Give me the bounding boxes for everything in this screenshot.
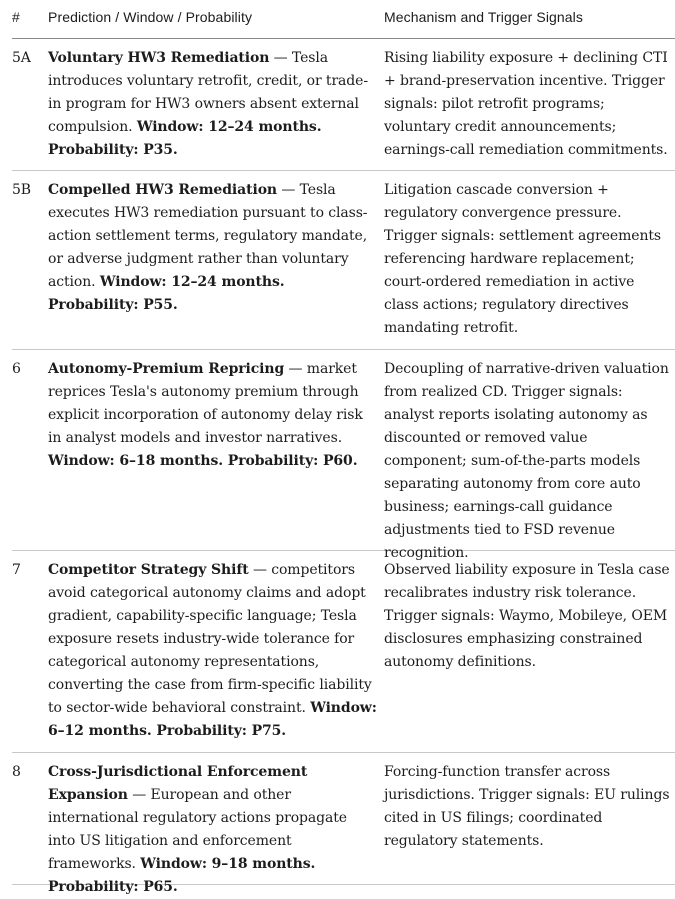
prediction-cell <box>48 179 378 317</box>
prediction-title: Compelled HW3 Remediation <box>48 182 278 198</box>
mechanism-cell: Observed liability exposure in Tesla case recalibrates industry risk tolerance. Trigger signals: Waymo, Mobileye, OEM disclosures emphasizing constrained autonomy definitions. <box>384 562 670 670</box>
prediction-description: — competitors avoid categorical autonomy claims and adopt gradient, capability-specific language; Tesla exposure resets industry-wide tolerance for categorical autonomy representations, converting the case from firm-specific liability to sector-wide behavioral constraint. <box>48 562 372 716</box>
prediction-title: Cross-Jurisdictional Enforcement Expansion <box>48 764 308 803</box>
row-number: 7 <box>12 562 21 578</box>
row-number: 5A <box>12 50 31 66</box>
table-row <box>12 753 675 895</box>
row-number: 5B <box>12 182 31 198</box>
header-number: # <box>12 9 20 25</box>
prediction-cell <box>48 761 378 899</box>
prediction-cell <box>48 358 378 473</box>
mechanism-cell: Litigation cascade conversion + regulatory convergence pressure. Trigger signals: settlement agreements referencing hardware replacement; court-ordered remediation in active class actions; regulatory directives mandating retrofit. <box>384 182 661 336</box>
prediction-window-probability: Window: 12–24 months. Probability: P35. <box>48 119 322 158</box>
prediction-title: Voluntary HW3 Remediation <box>48 50 270 66</box>
prediction-table <box>12 0 675 895</box>
prediction-description: — Tesla executes HW3 remediation pursuant to class-action settlement terms, regulatory mandate, or adverse judgment rather than voluntary action. <box>48 182 368 290</box>
mechanism-cell: Forcing-function transfer across jurisdictions. Trigger signals: EU rulings cited in US filings; coordinated regulatory statements. <box>384 764 670 849</box>
row-number: 8 <box>12 764 21 780</box>
prediction-title: Competitor Strategy Shift <box>48 562 249 578</box>
prediction-cell <box>48 47 378 162</box>
prediction-description: — market reprices Tesla's autonomy premium through explicit incorporation of autonomy delay risk in analyst models and investor narratives. <box>48 361 363 446</box>
header-mechanism: Mechanism and Trigger Signals <box>384 9 583 25</box>
prediction-cell <box>48 559 378 743</box>
prediction-window-probability: Window: 6–12 months. Probability: P75. <box>48 700 377 739</box>
prediction-description: — Tesla introduces voluntary retrofit, credit, or trade-in program for HW3 owners absent external compulsion. <box>48 50 368 135</box>
table-row <box>12 171 675 350</box>
mechanism-cell: Decoupling of narrative-driven valuation from realized CD. Trigger signals: analyst reports isolating autonomy as discounted or removed value component; sum-of-the-parts models separating autonomy from core auto business; earnings-call guidance adjustments tied to FSD revenue recognition. <box>384 361 669 561</box>
prediction-window-probability: Window: 6–18 months. Probability: P60. <box>48 453 358 469</box>
prediction-title: Autonomy-Premium Repricing <box>48 361 285 377</box>
table-row <box>12 39 675 171</box>
table-header <box>12 0 675 39</box>
table-row <box>12 551 675 753</box>
header-prediction: Prediction / Window / Probability <box>48 9 253 25</box>
prediction-window-probability: Window: 12–24 months. Probability: P55. <box>48 274 285 313</box>
prediction-description: — European and other international regulatory actions propagate into US litigation and enforcement frameworks. <box>48 787 347 872</box>
prediction-window-probability: Window: 9–18 months. Probability: P65. <box>48 856 316 895</box>
row-number: 6 <box>12 361 21 377</box>
mechanism-cell: Rising liability exposure + declining CTI + brand-preservation incentive. Trigger signals: pilot retrofit programs; voluntary credit announcements; earnings-call remediation commitments. <box>384 50 668 158</box>
table-row <box>12 350 675 561</box>
